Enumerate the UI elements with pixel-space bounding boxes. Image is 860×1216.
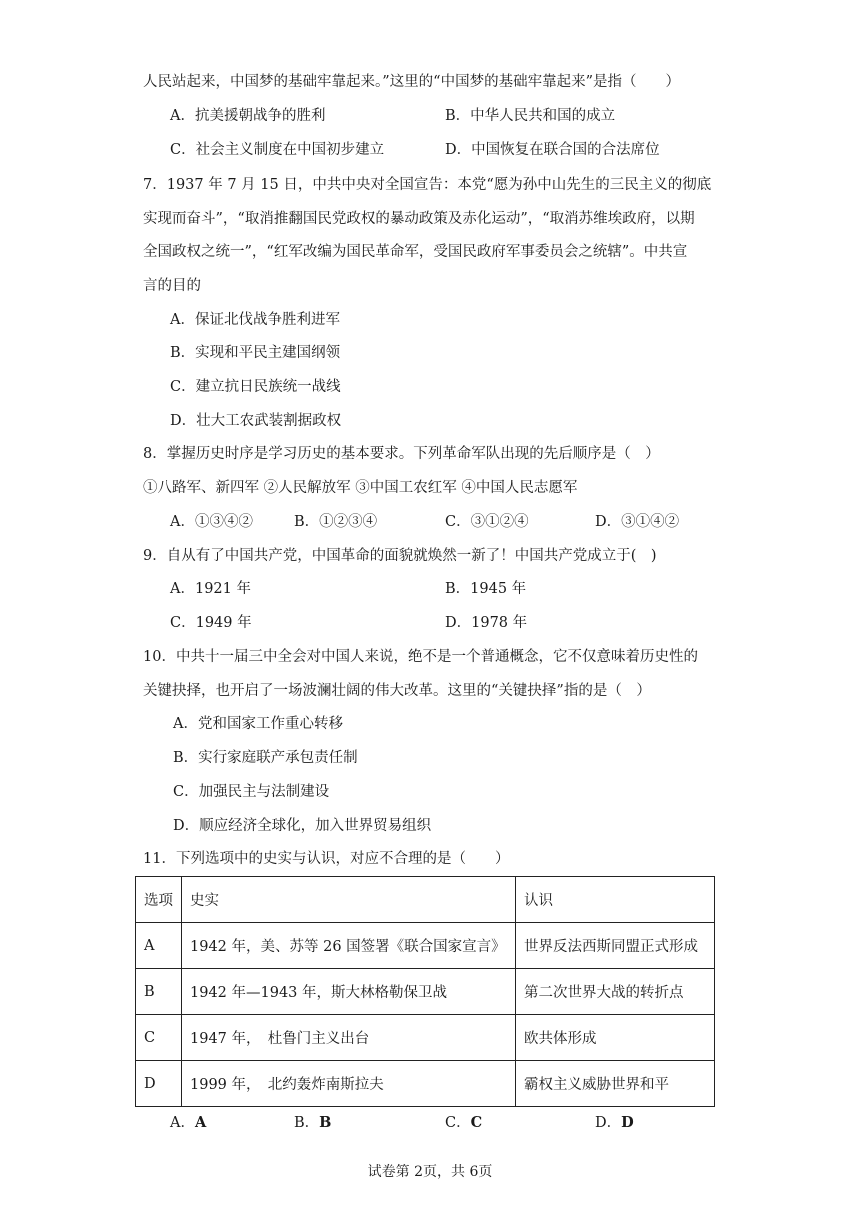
q7-stem-line-4: 言的目的 xyxy=(143,278,201,294)
table-cell: 1942 年—1943 年，斯大林格勒保卫战 xyxy=(182,969,516,1015)
q10-stem-line-1: 10．中共十一届三中全会对中国人来说，绝不是一个普通概念，它不仅意味着历史性的 xyxy=(143,649,698,665)
q10-option-d: D．顺应经济全球化，加入世界贸易组织 xyxy=(173,818,432,834)
table-cell: 第二次世界大战的转折点 xyxy=(516,969,715,1015)
q8-option-b: B．①②③④ xyxy=(294,514,378,530)
table-row xyxy=(136,1015,715,1061)
option-prefix: B． xyxy=(294,1115,320,1131)
table-cell: 1947 年， 杜鲁门主义出台 xyxy=(182,1015,516,1061)
q9-option-c: C．1949 年 xyxy=(170,615,252,631)
option-prefix: C． xyxy=(445,1115,471,1131)
page-footer: 试卷第 2页，共 6页 xyxy=(367,1164,493,1180)
option-value: C xyxy=(470,1114,483,1131)
q6-option-d: D．中国恢复在联合国的合法席位 xyxy=(445,142,660,158)
table-cell: 世界反法西斯同盟正式形成 xyxy=(516,923,715,969)
q11-option-c xyxy=(445,1113,482,1133)
q11-table xyxy=(135,876,715,1107)
q10-option-a: A．党和国家工作重心转移 xyxy=(173,716,343,732)
q7-option-d: D．壮大工农武装割据政权 xyxy=(170,413,342,429)
q6-stem: 人民站起来，中国梦的基础牢靠起来。”这里的“中国梦的基础牢靠起来”是指（ ） xyxy=(143,74,680,90)
q7-option-b: B．实现和平民主建国纲领 xyxy=(170,345,341,361)
table-row xyxy=(136,1061,715,1107)
option-value: B xyxy=(319,1114,332,1131)
table-header-cell: 选项 xyxy=(136,877,182,923)
q7-stem-line-2: 实现而奋斗”，“取消推翻国民党政权的暴动政策及赤化运动”，“取消苏维埃政府，以期 xyxy=(143,211,695,227)
q11-option-a xyxy=(170,1113,206,1133)
q11-stem: 11．下列选项中的史实与认识，对应不合理的是（ ） xyxy=(143,851,510,867)
table-cell: C xyxy=(136,1015,182,1061)
table-cell: A xyxy=(136,923,182,969)
q8-stem-line-1: 8．掌握历史时序是学习历史的基本要求。下列革命军队出现的先后顺序是（ ） xyxy=(143,446,660,462)
q9-option-d: D．1978 年 xyxy=(445,615,528,631)
q7-option-a: A．保证北伐战争胜利进军 xyxy=(170,312,340,328)
table-cell: 1942 年，美、苏等 26 国签署《联合国家宣言》 xyxy=(182,923,516,969)
table-row xyxy=(136,969,715,1015)
q9-option-a: A．1921 年 xyxy=(170,581,251,597)
q10-option-c: C．加强民主与法制建设 xyxy=(173,784,330,800)
q9-option-b: B．1945 年 xyxy=(445,581,527,597)
q7-stem-line-3: 全国政权之统一”，“红军改编为国民革命军，受国民政府军事委员会之统辖”。中共宣 xyxy=(143,244,688,260)
table-cell: D xyxy=(136,1061,182,1107)
q8-option-a: A．①③④② xyxy=(170,514,253,530)
q8-option-d: D．③①④② xyxy=(595,514,680,530)
table-header-cell: 史实 xyxy=(182,877,516,923)
q6-option-b: B．中华人民共和国的成立 xyxy=(445,108,616,124)
q6-option-c: C．社会主义制度在中国初步建立 xyxy=(170,142,385,158)
q8-option-c: C．③①②④ xyxy=(445,514,529,530)
table-header-cell: 认识 xyxy=(516,877,715,923)
q10-stem-line-2: 关键抉择，也开启了一场波澜壮阔的伟大改革。这里的“关键抉择”指的是（ ） xyxy=(143,683,651,699)
table-cell: 1999 年， 北约轰炸南斯拉夫 xyxy=(182,1061,516,1107)
q10-option-b: B．实行家庭联产承包责任制 xyxy=(173,750,358,766)
q11-option-d xyxy=(595,1113,634,1133)
q7-stem-line-1: 7．1937 年 7 月 15 日，中共中央对全国宣告：本党“愿为孙中山先生的三民主义的彻底 xyxy=(143,177,712,193)
q11-option-b xyxy=(294,1113,331,1133)
table-row xyxy=(136,923,715,969)
q7-option-c: C．建立抗日民族统一战线 xyxy=(170,379,341,395)
option-value: D xyxy=(621,1114,634,1131)
q9-stem: 9．自从有了中国共产党，中国革命的面貌就焕然一新了！中国共产党成立于( ) xyxy=(143,548,657,564)
table-cell: 霸权主义威胁世界和平 xyxy=(516,1061,715,1107)
table-header-row xyxy=(136,877,715,923)
table-cell: B xyxy=(136,969,182,1015)
option-prefix: D． xyxy=(595,1115,622,1131)
option-prefix: A． xyxy=(170,1115,195,1131)
q8-stem-line-2: ①八路军、新四军 ②人民解放军 ③中国工农红军 ④中国人民志愿军 xyxy=(143,480,578,496)
q6-option-a: A．抗美援朝战争的胜利 xyxy=(170,108,326,124)
option-value: A xyxy=(194,1114,207,1131)
table-cell: 欧共体形成 xyxy=(516,1015,715,1061)
